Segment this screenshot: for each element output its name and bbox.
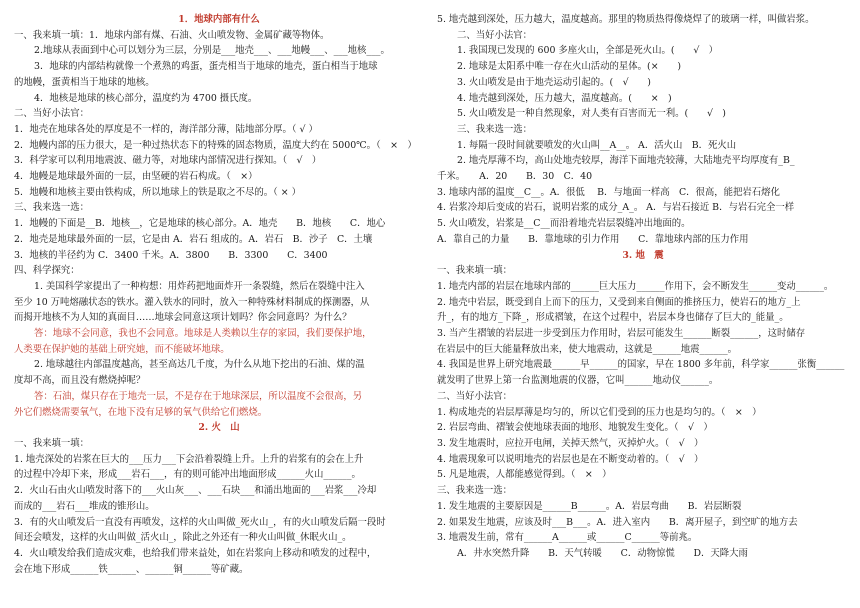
text-line: 2．火山石由火山喷发时落下的___火山灰___、___石块___和涌出地面的___岩浆___冷却 <box>14 485 377 497</box>
text-line: 5. 地壳越到深处，压力越大，温度越高。那里的物质热得像烧焊了的玻璃一样，叫做岩浆。 <box>437 14 815 25</box>
text-line: 4．火山喷发给我们造成灾难，也给我们带来益处，如在岩浆向上移动和喷发的过程中， <box>14 547 377 559</box>
text-line: 度却不高，而且没有燃烧掉呢？ <box>14 375 146 387</box>
text-line: 2. 如果发生地震，应该及时___B___。A．进入室内 B．离开屋子，到空旷的地方去 <box>437 516 798 528</box>
text-line: 会在地下形成______铁______、______铜______等矿藏。 <box>14 563 249 575</box>
text-line: 一、我来填一填： <box>14 437 90 449</box>
text-line: 间还会喷发，这样的火山叫做_活火山_，除此之外还有一种火山叫做_休眠火山_。 <box>14 532 352 544</box>
right-column <box>437 12 849 562</box>
text-line: 就发明了世界上第一台监测地震的仪器，它叫______地动仪______。 <box>437 375 719 387</box>
text-line: 3．地球的内部结构就像一个煮熟的鸡蛋，蛋壳相当于地球的地壳，蛋白相当于地球 <box>34 61 378 73</box>
section-title: 2. 火 山 <box>198 422 240 434</box>
text-line: 3. 当产生褶皱的岩层进一步受到压力作用时，岩层可能发生______断裂______，这时储存 <box>437 328 806 340</box>
text-line: 3．地核的半径约为 C．3400 千米。A．3800 B．3300 C．3400 <box>14 249 328 261</box>
text-line: 外它们燃烧需要氧气，在地下没有足够的氧气供给它们燃烧。 <box>14 406 268 418</box>
text-line: 2．地壳是地球最外面的一层，它是由 A．岩石 组成的。A．岩石 B．沙子 C．土壤 <box>14 233 373 245</box>
text-line: 4. 岩浆冷却后变成的岩石，说明岩浆的成分_A_。 A．与岩石接近 B．与岩石完全一样 <box>437 202 795 214</box>
text-line: 3. 地球内部的温度__C__。A．很低 B．与地面一样高 C．很高，能把岩石熔化 <box>437 186 780 198</box>
text-line: 2. 岩层弯曲、褶皱会使地球表面的地形、地貌发生变化。（ √ ） <box>437 422 713 434</box>
text-line: 三、我来选一选： <box>14 202 90 214</box>
text-line: 5. 火山喷发是一种自然现象，对人类有百害而无一利。( √ ) <box>457 108 726 120</box>
text-line: 1. 地壳深处的岩浆在巨大的___压力___下会沿着裂缝上升。上升的岩浆有的会在上升 <box>14 453 364 465</box>
text-line: 4. 我国是世界上研究地震最______早______的国家，早在 1800 多年前，科学家______张衡______ <box>437 359 845 371</box>
text-line: 一、我来填一填： <box>437 265 513 277</box>
text-line: 1．地幔的下面是__B．地核__，它是地球的核心部分。A．地壳 B．地核 C．地心 <box>14 218 386 230</box>
text-line: 1. 美国科学家提出了一种构想：用炸药把地面炸开一条裂缝，然后在裂缝中注入 <box>34 280 365 292</box>
text-line: 1. 我国现已发现的 600 多座火山，全部是死火山。( √ ） <box>457 45 719 57</box>
text-line: 5. 凡是地震，人都能感觉得到。（ × ） <box>437 469 612 481</box>
text-line: 1. 每隔一段时间就要喷发的火山叫__A__。 A．活火山 B．死火山 <box>457 139 737 151</box>
section-title: 1．地球内部有什么 <box>178 14 260 25</box>
text-line: 4．地幔是地球最外面的一层，由坚硬的岩石构成。（ ×） <box>14 171 258 183</box>
text-line: 3．科学家可以利用地震波、磁力等，对地球内部情况进行探知。（ √ ） <box>14 155 322 167</box>
text-line: 5．地幔和地核主要由铁构成，所以地球上的铁是取之不尽的。（ × ） <box>14 186 301 198</box>
text-line: 3. 发生地震时，应拉开电闸，关掉天然气，灭掉炉火。（ √ ） <box>437 437 704 449</box>
text-line: 一、我来填一填：1．地球内部有煤、石油、火山喷发物、金属矿藏等物体。 <box>14 29 330 41</box>
text-line: 1. 构成地壳的岩层厚薄是均匀的，所以它们受到的压力也是均匀的。（ × ） <box>437 406 762 418</box>
text-line: 人类要在保护她的基础上研究她，而不能破坏地球。 <box>14 343 230 355</box>
text-line: 3．有的火山喷发后一直没有再喷发，这样的火山叫做_死火山_，有的火山喷发后隔一段时 <box>14 516 386 528</box>
text-line: 二、当好小法官： <box>457 29 533 41</box>
text-line: 答：石油，煤只存在于地壳一层，不是存在于地球深层，所以温度不会很高，另 <box>34 390 363 402</box>
text-line: 3. 火山喷发是由于地壳运动引起的。( √ ) <box>457 76 651 88</box>
text-line: 2. 地球是太阳系中唯一存在火山活动的星体。(× ) <box>457 61 681 73</box>
text-line: 5. 火山喷发，岩浆是__C__而沿着地壳岩层裂缝冲出地面的。 <box>437 218 691 230</box>
text-line: 1. 地壳内部的岩层在地球内部的______巨大压力______作用下，会不断发生______变动______。 <box>437 280 834 292</box>
text-line: 在岩层中的巨大能量释放出来，使大地震动，这就是______地震______。 <box>437 343 738 355</box>
text-line: 2．地幔内部的压力很大，是一种过热状态下的特殊的固态物质，温度大约在 5000℃。（ × ） <box>14 139 417 151</box>
text-line: 4．地核是地球的核心部分，温度约为 4700 摄氏度。 <box>34 92 258 104</box>
text-line: 的过程中冷却下来，形成___岩石___，有的则可能冲出地面形成______火山______。 <box>14 469 361 481</box>
text-line: 四、科学探究： <box>14 265 80 277</box>
text-line: 1．地壳在地球各处的厚度是不一样的，海洋部分薄，陆地部分厚。（ √ ） <box>14 123 318 135</box>
text-line: 答：地球不会同意，我也不会同意。地球是人类赖以生存的家园，我们要保护地， <box>34 328 372 340</box>
text-line: 二、当好小法官： <box>14 108 90 120</box>
text-line: 4. 地壳越到深处，压力越大，温度越高。( × ) <box>457 92 672 104</box>
text-line: 4. 地震现象可以说明地壳的岩层也是在不断变动着的。（ √ ） <box>437 453 704 465</box>
text-line: 二、当好小法官： <box>437 390 513 402</box>
text-line: 2.地球从表面到中心可以划分为三层，分别是___地壳___、___地幔___、___地核___。 <box>34 45 390 57</box>
text-line: 至少 10 万吨熔融状态的铁水。灌入铁水的同时，放入一种特殊材料制成的探测器，从 <box>14 296 370 308</box>
section-title: 3. 地 震 <box>622 249 664 261</box>
text-line: 1. 发生地震的主要原因是______B______。A．岩层弯曲 B．岩层断裂 <box>437 500 742 512</box>
text-line: 三、我来选一选： <box>437 485 513 497</box>
text-line: 三、我来选一选： <box>457 123 533 135</box>
text-line: 2. 地壳中岩层，既受到自上而下的压力，又受到来自侧面的推挤压力，使岩石的地方_上 <box>437 296 801 308</box>
text-line: 升_，有的地方_下降_，形成褶皱，在这个过程中，岩层本身也储存了巨大的_能量_。 <box>437 312 789 324</box>
text-line: 的地幔，蛋黄相当于地球的地核。 <box>14 76 155 88</box>
text-line: 千米。 A．20 B．30 C．40 <box>437 171 593 183</box>
text-line: 而揭开地核不为人知的真面目……地球会同意这项计划吗？你会同意吗？为什么？ <box>14 312 352 324</box>
text-line: 2. 地球越往内部温度越高，甚至高达几千度，为什么从地下挖出的石油、煤的温 <box>34 359 365 371</box>
text-line: 3. 地震发生前，常有______A______或______C______等前兆。 <box>437 532 698 544</box>
text-line: 而成的___岩石___堆成的锥形山。 <box>14 500 155 512</box>
left-column <box>14 12 424 577</box>
text-line: 2. 地壳厚薄不均，高山处地壳较厚，海洋下面地壳较薄，大陆地壳平均厚度有_B_ <box>457 155 795 167</box>
text-line: A．靠自己的力量 B．靠地球的引力作用 C．靠地球内部的压力作用 <box>437 233 749 245</box>
text-line: A．井水突然升降 B．天气转暖 C．动物惊慌 D．天降大雨 <box>457 547 748 559</box>
